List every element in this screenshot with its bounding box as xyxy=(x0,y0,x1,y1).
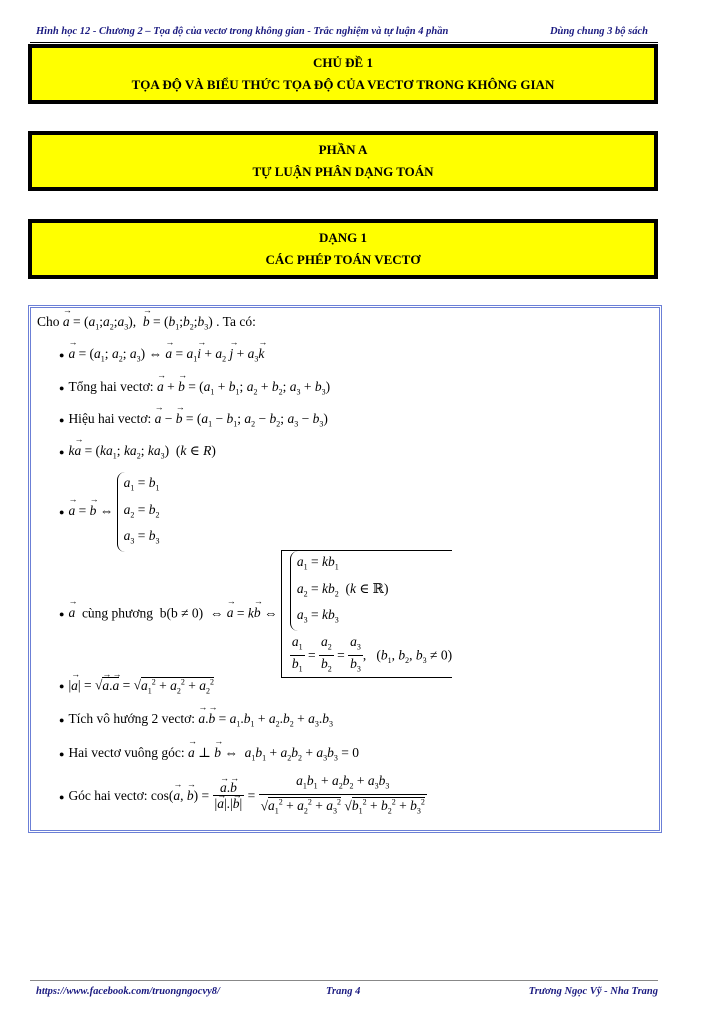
formula-difference: ● Hiệu hai vectơ: → a − → $b = (a_1 - b_1$; $a_2 - b_2$; $a_3 - b_3$) xyxy=(59,411,328,429)
footer-author: Trương Ngọc Vỹ - Nha Trang xyxy=(528,986,658,997)
header-title: Hình học 12 - Chương 2 – Tọa độ của vectơ trong không gian - Trắc nghiệm và tự luận 4 phần xyxy=(36,26,449,37)
topic-number: CHỦ ĐỀ 1 xyxy=(313,55,373,70)
formula-collinear: ●→ a cùng phương b(b ≠ 0) ⇔ → a = k→ b ⇔ $a_1 = kb_1$ $a_2 = kb_2$ (k ∈ ℝ) $a_3 = kb_3$ $\frac{a_1}{b_1}$ = $\frac{a_2}{b_2}$ = $\frac{a_3}{b_3}$ , ($b_1$, $b_2$, $b_3 \ne 0$) xyxy=(59,550,452,678)
footer-divider xyxy=(30,980,658,981)
form-banner xyxy=(28,219,658,279)
formula-equal-vectors: ●→ a = → b ⇔ $a_1 = b_1$ $a_2 = b_2$ $a_3 = b_3$ xyxy=(59,472,159,552)
formula-angle: ● Góc hai vectơ: cos(→ a, → b) = → $\frac{a.\to b}{|\to a|.|\to b|}$ = $\frac{a_1b_1 + a_2b_2 + a_3b_3}{√a_1^2 + a_2^2 + a_3^2 √b_1^2 + b_2^2 + b_3^2}$ xyxy=(59,774,427,820)
header-divider xyxy=(30,42,658,43)
form-title: CÁC PHÉP TOÁN VECTƠ xyxy=(265,252,421,267)
formula-sum: ● Tổng hai vectơ: → a + → $b = (a_1 + b_1$; $a_2 + b_2$; $a_3 + b_3$) xyxy=(59,379,330,397)
page-number: Trang 4 xyxy=(326,986,361,997)
part-title: TỰ LUẬN PHÂN DẠNG TOÁN xyxy=(252,164,434,179)
form-number: DẠNG 1 xyxy=(318,230,368,245)
formula-dot-product: ● Tích vô hướng 2 vectơ: → $a.\to b = a_1.b_1 + a_2.b_2 + a_3.b_3$ xyxy=(59,711,333,729)
formula-magnitude: ● |→ a| = √→ $a.\to a = √a_1^2 + a_2^2 + a_2^2$ xyxy=(59,677,214,695)
page-header xyxy=(36,26,648,42)
formula-scalar-multiply: ● $k\to a = (ka_1$; $ka_2$; $ka_3$) (k ∈ R) xyxy=(59,443,216,461)
topic-banner xyxy=(28,44,658,104)
topic-title: TỌA ĐỘ VÀ BIỂU THỨC TỌA ĐỘ CỦA VECTƠ TRONG KHÔNG GIAN xyxy=(131,77,555,92)
intro-line: Cho → $a = (a_1;a_2;a_3)$, → $b = (b_1;b_2;b_3)$ . Ta có: xyxy=(37,314,256,332)
part-number: PHẦN A xyxy=(318,142,368,157)
formula-box xyxy=(28,305,662,833)
formula-perpendicular: ● Hai vectơ vuông góc: → a ⊥ → b ⇔ $a_1b_1 + a_2b_2 + a_3b_3 = 0$ xyxy=(59,745,359,763)
header-series: Dùng chung 3 bộ sách xyxy=(549,26,648,37)
footer-facebook-link[interactable]: https://www.facebook.com/truongngocvy8/ xyxy=(36,986,220,997)
formula-decompose: ●→ $a = (a_1$; $a_2$; $a_3$) ⇔ → $a = a_1\to i + a_2 \to j + a_3\to k$ xyxy=(59,346,264,364)
part-banner xyxy=(28,131,658,191)
